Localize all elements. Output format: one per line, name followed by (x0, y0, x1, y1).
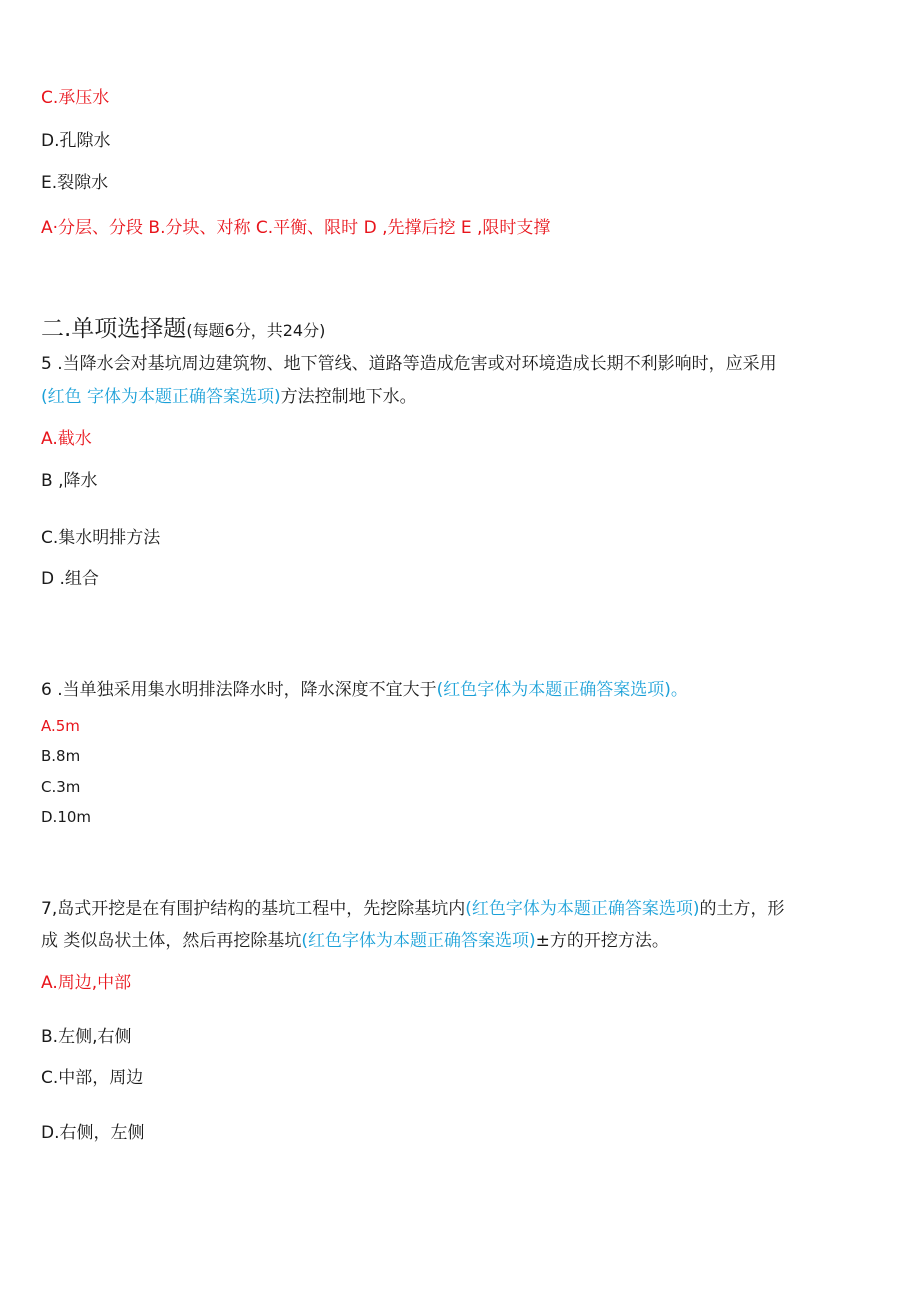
q5-hint: (红色 字体为本题正确答案选项) (41, 387, 281, 407)
q5-stem-line1: 5 .当降水会对基坑周边建筑物、地下管线、道路等造成危害或对环境造成长期不利影响时，应采用 (41, 354, 777, 374)
q6-option-c: C.3m (41, 778, 81, 796)
q7-stem-head: 7,岛式开挖是在有围护结构的基坑工程中，先挖除基坑内 (41, 899, 466, 919)
q7-option-d: D.右侧，左侧 (41, 1123, 145, 1143)
q5-option-b: B ,降水 (41, 471, 98, 491)
q7-option-a: A.周边,中部 (41, 973, 132, 993)
q7-stem-tail-2: ±方的开挖方法。 (535, 931, 669, 951)
q7-option-c: C.中部，周边 (41, 1068, 144, 1088)
q5-stem-tail: 方法控制地下水。 (280, 387, 417, 407)
q7-stem-head-2: 成 类似岛状土体，然后再挖除基坑 (41, 931, 302, 951)
section-heading (41, 315, 325, 345)
prev-option-d: D.孔隙水 (41, 131, 111, 151)
prev-option-e: E.裂隙水 (41, 173, 109, 193)
q6-option-d: D.10m (41, 808, 92, 826)
q6-hint: (红色字体为本题正确答案选项)。 (436, 680, 688, 700)
q7-stem-line1 (41, 898, 784, 920)
q6-stem (41, 679, 688, 701)
prev-option-c: C.承压水 (41, 88, 110, 108)
section-title: 二.单项选择题 (41, 316, 187, 342)
prev-answer: A·分层、分段 B.分块、对称 C.平衡、限时 D ,先撑后挖 E ,限时支撑 (41, 218, 551, 238)
q7-stem-tail-1: 的土方，形 (699, 899, 785, 919)
q5-option-c: C.集水明排方法 (41, 528, 161, 548)
q5-stem-line2 (41, 386, 417, 408)
q6-option-a: A.5m (41, 717, 80, 735)
q7-hint-2: (红色字体为本题正确答案选项) (301, 931, 536, 951)
q7-stem-line2 (41, 930, 669, 952)
section-score-note: (每题6分，共24分) (186, 321, 326, 340)
q6-option-b: B.8m (41, 747, 81, 765)
q5-option-d: D .组合 (41, 569, 99, 589)
q6-stem-text: 6 .当单独采用集水明排法降水时，降水深度不宜大于 (41, 680, 437, 700)
q7-option-b: B.左侧,右侧 (41, 1027, 132, 1047)
q7-hint-1: (红色字体为本题正确答案选项) (465, 899, 700, 919)
q5-option-a: A.截水 (41, 429, 92, 449)
